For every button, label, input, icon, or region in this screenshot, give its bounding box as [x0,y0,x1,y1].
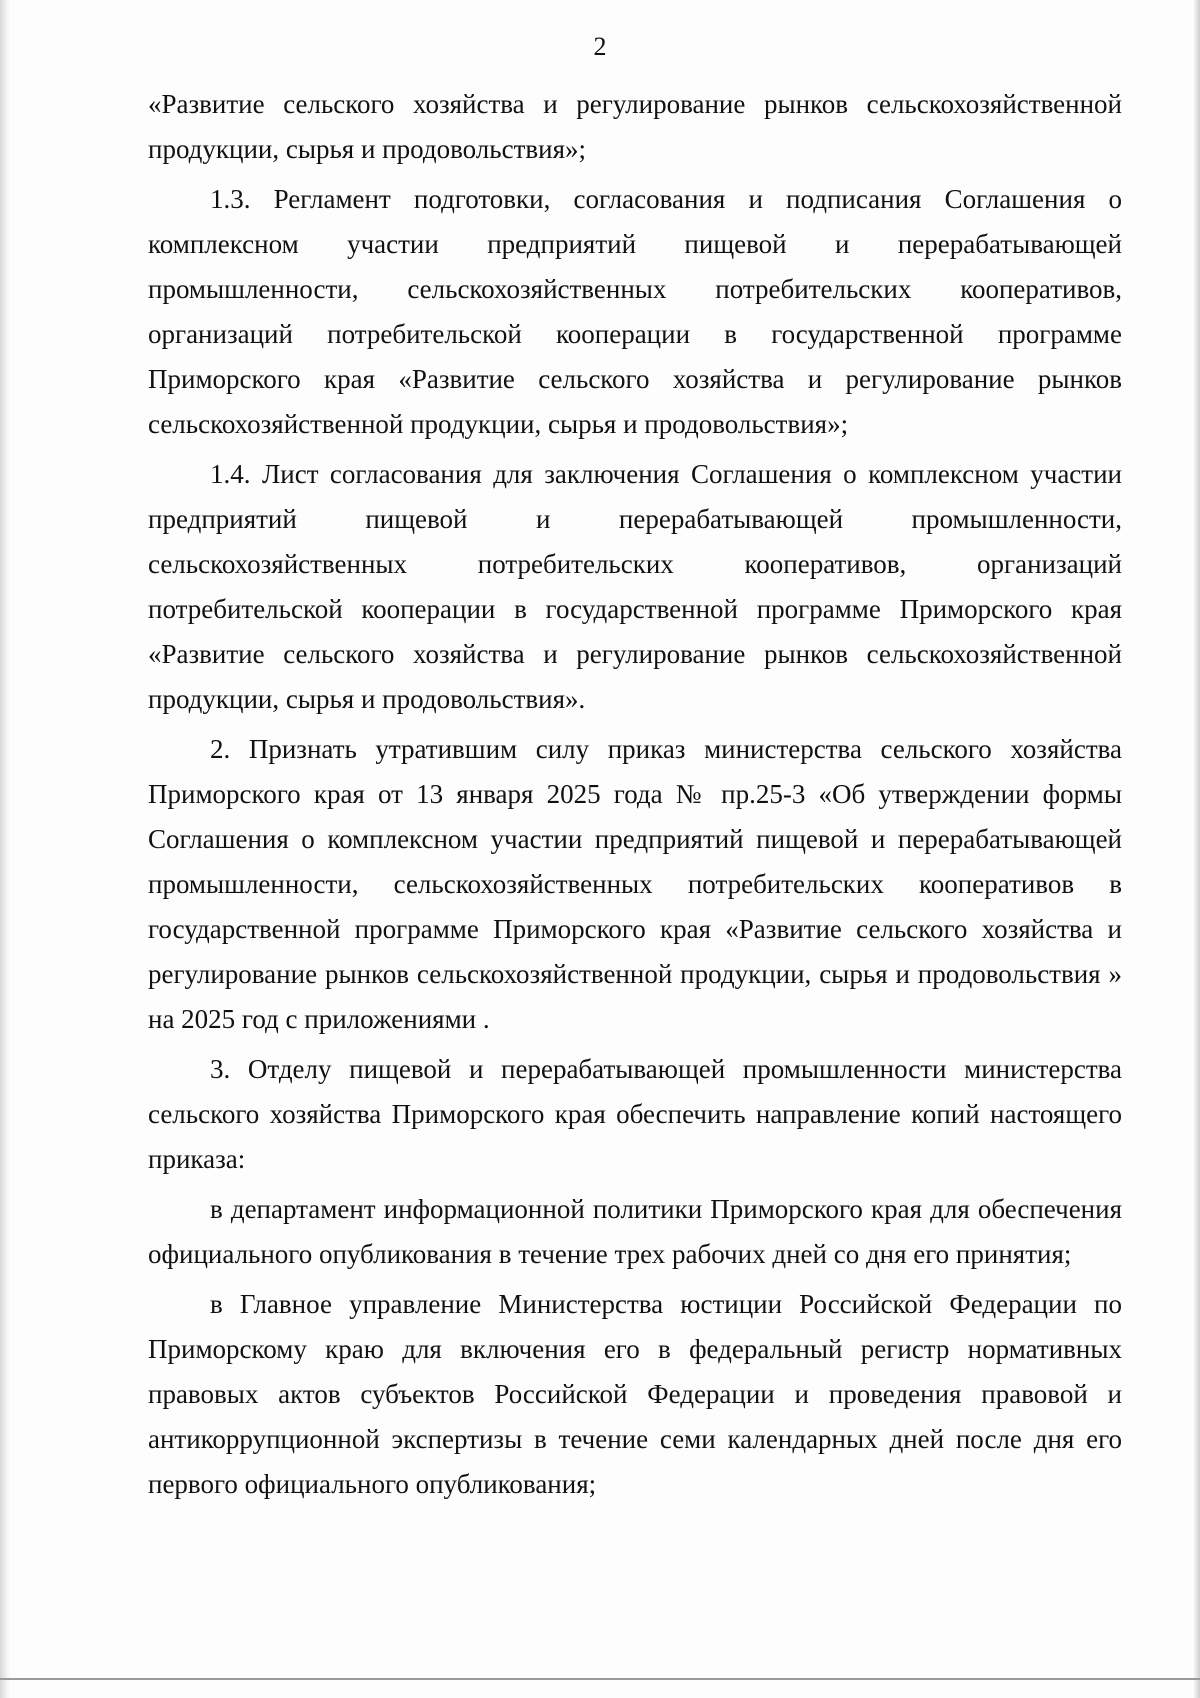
paragraph-item-1-4: 1.4. Лист согласования для заключения Соглашения о комплексном участии предприятий пищевой и перерабатывающей промышленности, сельскохозяйственных потребительских кооперативов, организаций потребительской кооперации в государственной программе Приморского края «Развитие сельского хозяйства и регулирование рынков сельскохозяйственной продукции, сырья и продовольствия». [148,459,1122,714]
paragraph-ministry-justice: в Главное управление Министерства юстиции Российской Федерации по Приморскому краю для включения его в федеральный регистр нормативных правовых актов субъектов Российской Федерации и проведения правовой и антикоррупционной экспертизы в течение семи календарных дней после дня его первого официального опубликования; [148,1289,1122,1499]
page-number: 2 [593,32,607,61]
paragraph-continuation: «Развитие сельского хозяйства и регулирование рынков сельскохозяйственной продукции, сырья и продовольствия»; [148,89,1122,164]
paragraph-department: в департамент информационной политики Приморского края для обеспечения официального опубликования в течение трех рабочих дней со дня его принятия; [148,1194,1122,1269]
paragraph-item-1-3: 1.3. Регламент подготовки, согласования и подписания Соглашения о комплексном участии предприятий пищевой и перерабатывающей промышленности, сельскохозяйственных потребительских кооперативов, организаций потребительской кооперации в государственной программе Приморского края «Развитие сельского хозяйства и регулирование рынков сельскохозяйственной продукции, сырья и продовольствия»; [148,184,1122,439]
paragraph-item-3: 3. Отделу пищевой и перерабатывающей промышленности министерства сельского хозяйства Приморского края обеспечить направление копий настоящего приказа: [148,1054,1122,1174]
document-body [148,82,1122,1512]
scan-edge-left [0,0,10,1698]
scan-edge-right [1194,0,1200,1698]
paragraph-item-2: 2. Признать утратившим силу приказ министерства сельского хозяйства Приморского края от 13 января 2025 года № пр.25-3 «Об утверждении формы Соглашения о комплексном участии предприятий пищевой и перерабатывающей промышленности, сельскохозяйственных потребительских кооперативов в государственной программе Приморского края «Развитие сельского хозяйства и регулирование рынков сельскохозяйственной продукции, сырья и продовольствия » на 2025 год с приложениями . [148,734,1122,1034]
scan-edge-bottom [0,1678,1200,1680]
